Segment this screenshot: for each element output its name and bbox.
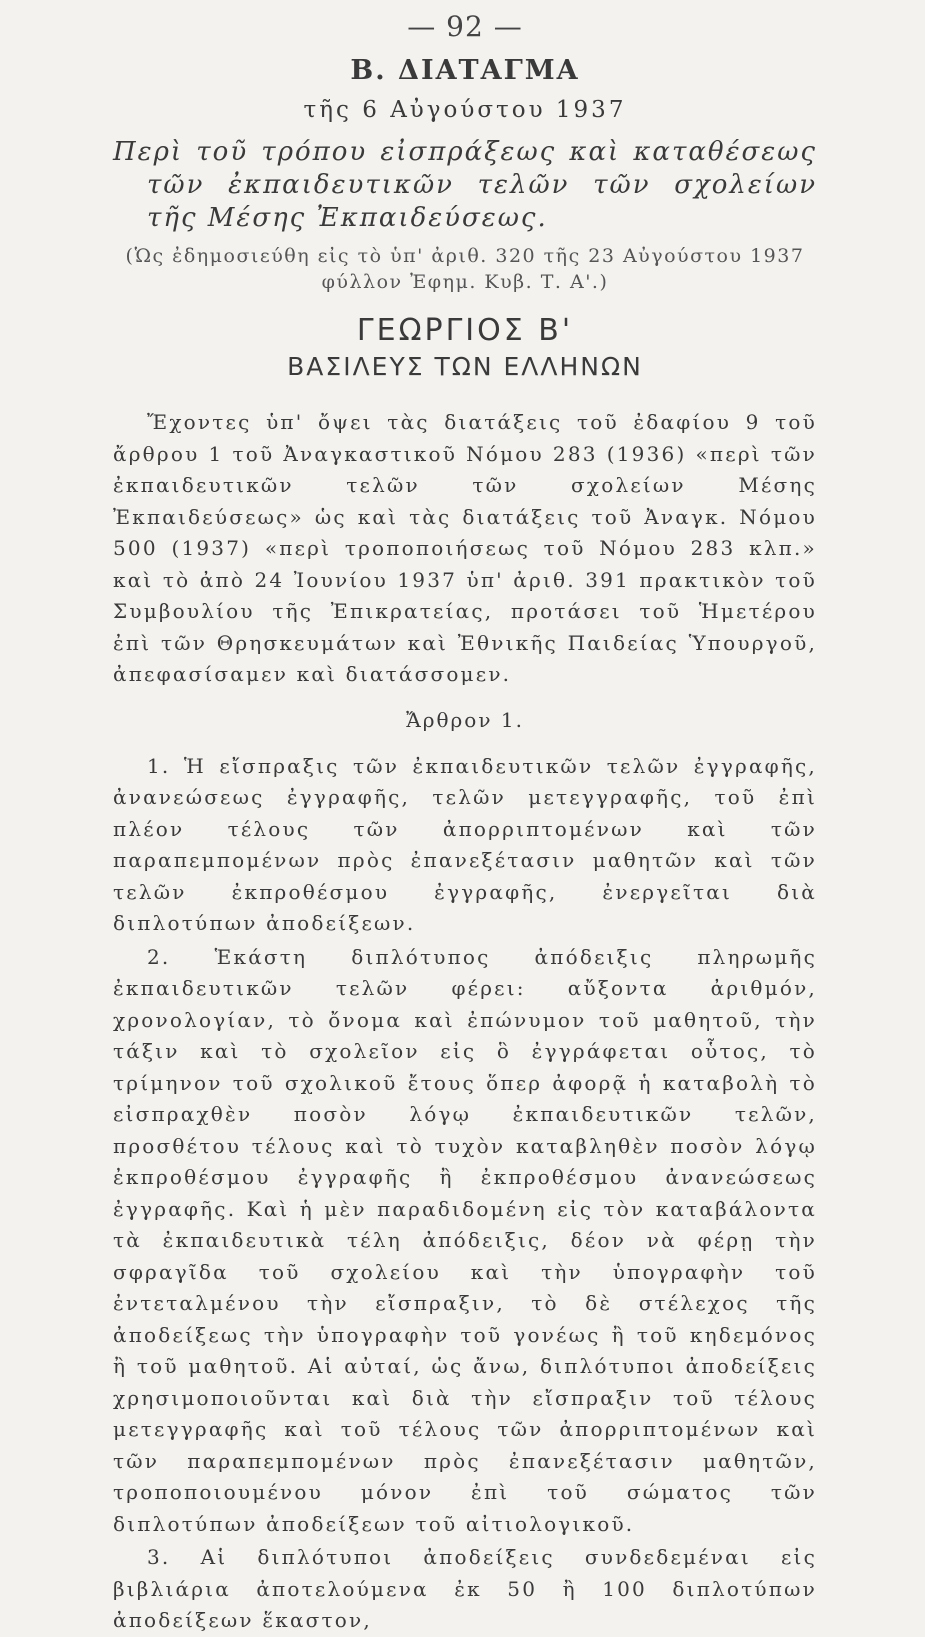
publication-note: (Ὡς ἐδημοσιεύθη εἰς τὸ ὑπ' ἀριθ. 320 τῆς 23 Αὐγούστου 1937 φύλλον Ἐφημ. Κυβ. Τ. Α'.) xyxy=(125,245,805,293)
preamble-paragraph: Ἔχοντες ὑπ' ὄψει τὰς διατάξεις τοῦ ἐδαφίου 9 τοῦ ἄρθρου 1 τοῦ Ἀναγκαστικοῦ Νόμου 283 (1936) «περὶ τῶν ἐκπαιδευτικῶν τελῶν τῶν σχολείων Μέσης Ἐκπαιδεύσεως» ὡς καὶ τὰς διατάξεις τοῦ Ἀναγκ. Νόμου 500 (1937) «περὶ τροποποιήσεως τοῦ Νόμου 283 κλπ.» καὶ τὸ ἀπὸ 24 Ἰουνίου 1937 ὑπ' ἀριθ. 391 πρακτικὸν τοῦ Συμβουλίου τῆς Ἐπικρατείας, προτάσει τοῦ Ἡμετέρου ἐπὶ τῶν Θρησκευμάτων καὶ Ἐθνικῆς Παιδείας Ὑπουργοῦ, ἀπεφασίσαμεν καὶ διατάσσομεν. xyxy=(113,410,817,686)
article-clause-2: 2. Ἑκάστη διπλότυπος ἀπόδειξις πληρωμῆς ἐκπαιδευτικῶν τελῶν φέρει: αὔξοντα ἀριθμόν, χρονολογίαν, τὸ ὄνομα καὶ ἐπώνυμον τοῦ μαθητοῦ, τὴν τάξιν καὶ τὸ σχολεῖον εἰς ὃ ἐγγράφεται οὗτος, τὸ τρίμηνον τοῦ σχολικοῦ ἔτους ὅπερ ἀφορᾷ ἡ καταβολὴ τὸ εἰσπραχθὲν ποσὸν λόγῳ ἐκπαιδευτικῶν τελῶν, προσθέτου τέλους καὶ τὸ τυχὸν καταβληθὲν ποσὸν λόγῳ ἐκπροθέσμου ἐγγραφῆς ἢ ἐκπροθέσμου ἀνανεώσεως ἐγγραφῆς. Καὶ ἡ μὲν παραδιδομένη εἰς τὸν καταβάλοντα τὰ ἐκπαιδευτικὰ τέλη ἀπόδειξις, δέον νὰ φέρῃ τὴν σφραγῖδα τοῦ σχολείου καὶ τὴν ὑπογραφὴν τοῦ ἐντεταλμένου τὴν εἴσπραξιν, τὸ δὲ στέλεχος τῆς ἀποδείξεως τὴν ὑπογραφὴν τοῦ γονέως ἢ τοῦ κηδεμόνος ἢ τοῦ μαθητοῦ. Αἱ αὐταί, ὡς ἄνω, διπλότυποι ἀποδείξεις χρησιμοποιοῦνται καὶ διὰ τὴν εἴσπραξιν τοῦ τέλους μετεγγραφῆς καὶ τοῦ τέλους τῶν ἀπορριπτομένων καὶ τῶν παραπεμπομένων πρὸς ἐπανεξέτασιν μαθητῶν, τροποποιουμένου μόνον ἐπὶ τοῦ σώματος τῶν διπλοτύπων ἀποδείξεων τοῦ αἰτιολογικοῦ. xyxy=(113,944,817,1536)
article-clause-1: 1. Ἡ εἴσπραξις τῶν ἐκπαιδευτικῶν τελῶν ἐγγραφῆς, ἀνανεώσεως ἐγγραφῆς, τελῶν μετεγγραφῆς, τοῦ ἐπὶ πλέον τέλους τῶν ἀπορριπτομένων καὶ τῶν παραπεμπομένων πρὸς ἐπανεξέτασιν μαθητῶν καὶ τῶν τελῶν ἐκπροθέσμου ἐγγραφῆς, ἐνεργεῖται διὰ διπλοτύπων ἀποδείξεων. xyxy=(113,753,817,935)
decree-subject: Περὶ τοῦ τρόπου εἰσπράξεως καὶ καταθέσεως τῶν ἐκπαιδευτικῶν τελῶν τῶν σχολείων τῆς Μέσης Ἐκπαιδεύσεως. xyxy=(113,137,817,233)
article-clause-3: 3. Αἱ διπλότυποι ἀποδείξεις συνδεδεμέναι εἰς βιβλιάρια ἀποτελούμενα ἐκ 50 ἢ 100 διπλοτύπων ἀποδείξεων ἕκαστον, xyxy=(113,1545,817,1632)
decree-title: Β. ΔΙΑΤΑΓΜΑ xyxy=(350,55,580,86)
king-title: ΒΑΣΙΛΕΥΣ ΤΩΝ ΕΛΛΗΝΩΝ xyxy=(287,352,643,381)
king-name: ΓΕΩΡΓΙΟΣ Β' xyxy=(356,313,574,348)
article-heading: Ἄρθρον 1. xyxy=(406,707,524,732)
page-number: — 92 — xyxy=(407,10,523,43)
decree-date: τῆς 6 Αὐγούστου 1937 xyxy=(303,97,627,123)
